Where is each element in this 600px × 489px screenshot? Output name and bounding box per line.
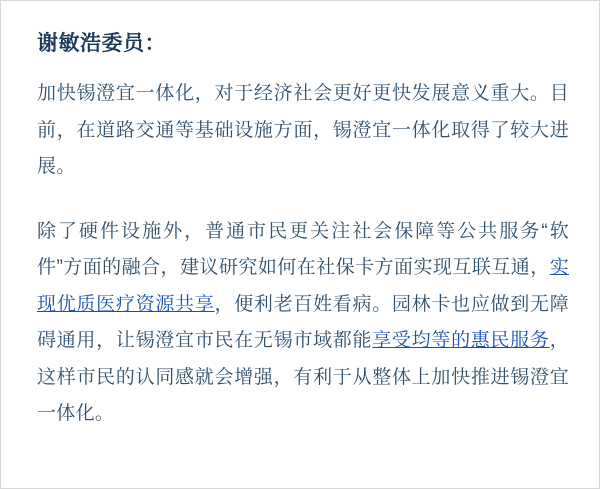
speaker-name: 谢敏浩委员：	[37, 32, 166, 55]
paragraph-text: ，这样市民的认同感就会增强，有利于从整体上加快推进锡澄宜一体化。	[37, 330, 569, 425]
inline-link[interactable]: 享受均等的惠民服务	[372, 330, 550, 352]
paragraph-text: 除了硬件设施外，普通市民更关注社会保障等公共服务“软件”方面的融合，建议研究如何在社保卡方面实现互联互通，	[37, 220, 569, 279]
paragraph	[37, 214, 569, 433]
inline-link[interactable]: 实现优质医疗资源共享	[37, 257, 569, 315]
paragraph-text: ，便利老百姓看病。园林卡也应做到无障碍通用，让锡澄宜市民在无锡市域都能	[37, 293, 570, 352]
paragraph-list	[37, 76, 569, 432]
paragraph-text: 加快锡澄宜一体化，对于经济社会更好更快发展意义重大。目前，在道路交通等基础设施方面，锡澄宜一体化取得了较大进展。	[37, 83, 569, 178]
paragraph	[37, 76, 569, 185]
document-content	[1, 1, 599, 453]
